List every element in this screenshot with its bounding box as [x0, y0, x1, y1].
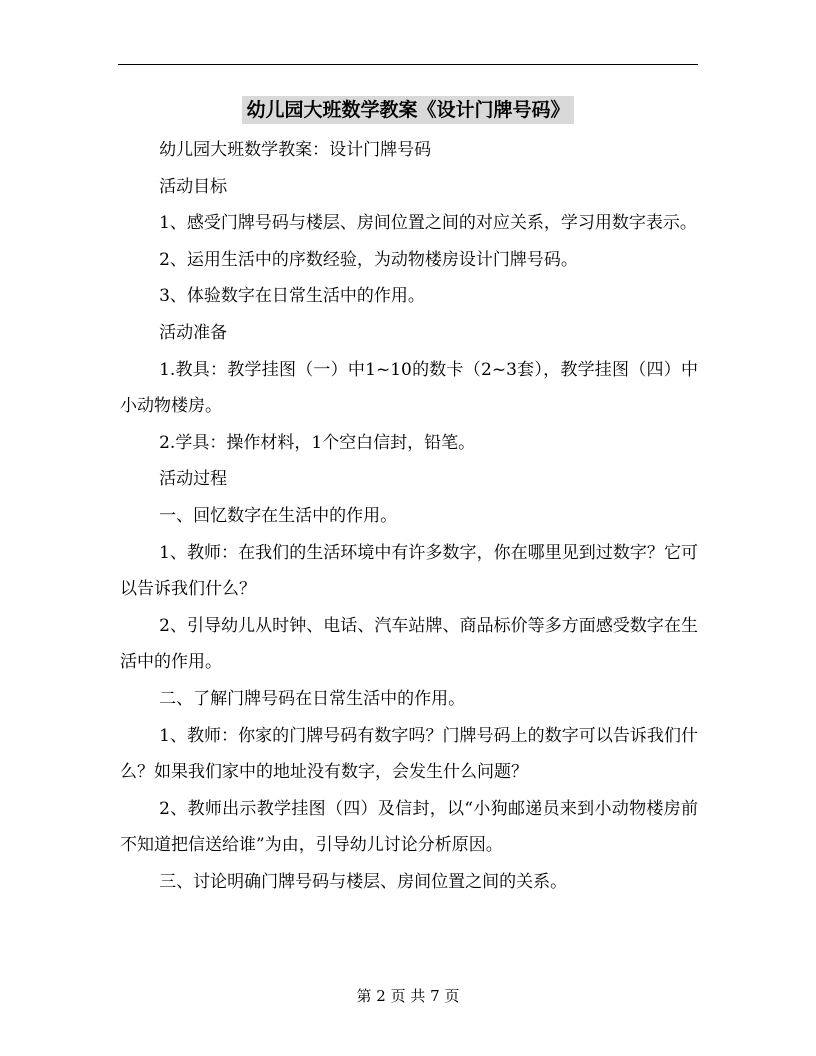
document-title: 幼儿园大班数学教案《设计门牌号码》 — [242, 96, 573, 124]
document-title-wrapper — [0, 96, 816, 124]
paragraph-prep-2: 2.学具：操作材料，1个空白信封，铅笔。 — [159, 432, 476, 453]
header-rule — [118, 64, 698, 65]
paragraph-section-3: 三、讨论明确门牌号码与楼层、房间位置之间的关系。 — [159, 871, 568, 892]
paragraph-section-2-item-2: 2、教师出示教学挂图（四）及信封，以“小狗邮递员来到小动物楼房前不知道把信送给谁”为由，引导幼儿讨论分析原因。 — [120, 798, 698, 856]
paragraph-goal-1: 1、感受门牌号码与楼层、房间位置之间的对应关系，学习用数字表示。 — [159, 213, 697, 234]
paragraph-section-1-item-1: 1、教师：在我们的生活环境中有许多数字，你在哪里见到过数字？它可以告诉我们什么？ — [120, 542, 698, 600]
paragraph-heading-process: 活动过程 — [159, 469, 228, 490]
paragraph-heading-preparation: 活动准备 — [159, 322, 228, 343]
paragraph-section-1-item-2: 2、引导幼儿从时钟、电话、汽车站牌、商品标价等多方面感受数字在生活中的作用。 — [120, 615, 698, 673]
paragraph-prep-1: 1.教具：教学挂图（一）中1~10的数卡（2~3套），教学挂图（四）中小动物楼房。 — [120, 359, 698, 417]
document-body — [120, 132, 698, 900]
paragraph-section-2: 二、了解门牌号码在日常生活中的作用。 — [159, 688, 466, 709]
paragraph-heading-goals: 活动目标 — [159, 176, 228, 197]
paragraph-section-2-item-1: 1、教师：你家的门牌号码有数字吗？门牌号码上的数字可以告诉我们什么？如果我们家中的地址没有数字，会发生什么问题？ — [120, 725, 698, 783]
paragraph-section-1: 一、回忆数字在生活中的作用。 — [159, 505, 398, 526]
paragraph-subtitle: 幼儿园大班数学教案：设计门牌号码 — [159, 140, 432, 160]
paragraph-goal-2: 2、运用生活中的序数经验，为动物楼房设计门牌号码。 — [159, 249, 578, 270]
page-number-footer: 第 2 页 共 7 页 — [356, 987, 460, 1005]
paragraph-goal-3: 3、体验数字在日常生活中的作用。 — [159, 286, 425, 307]
